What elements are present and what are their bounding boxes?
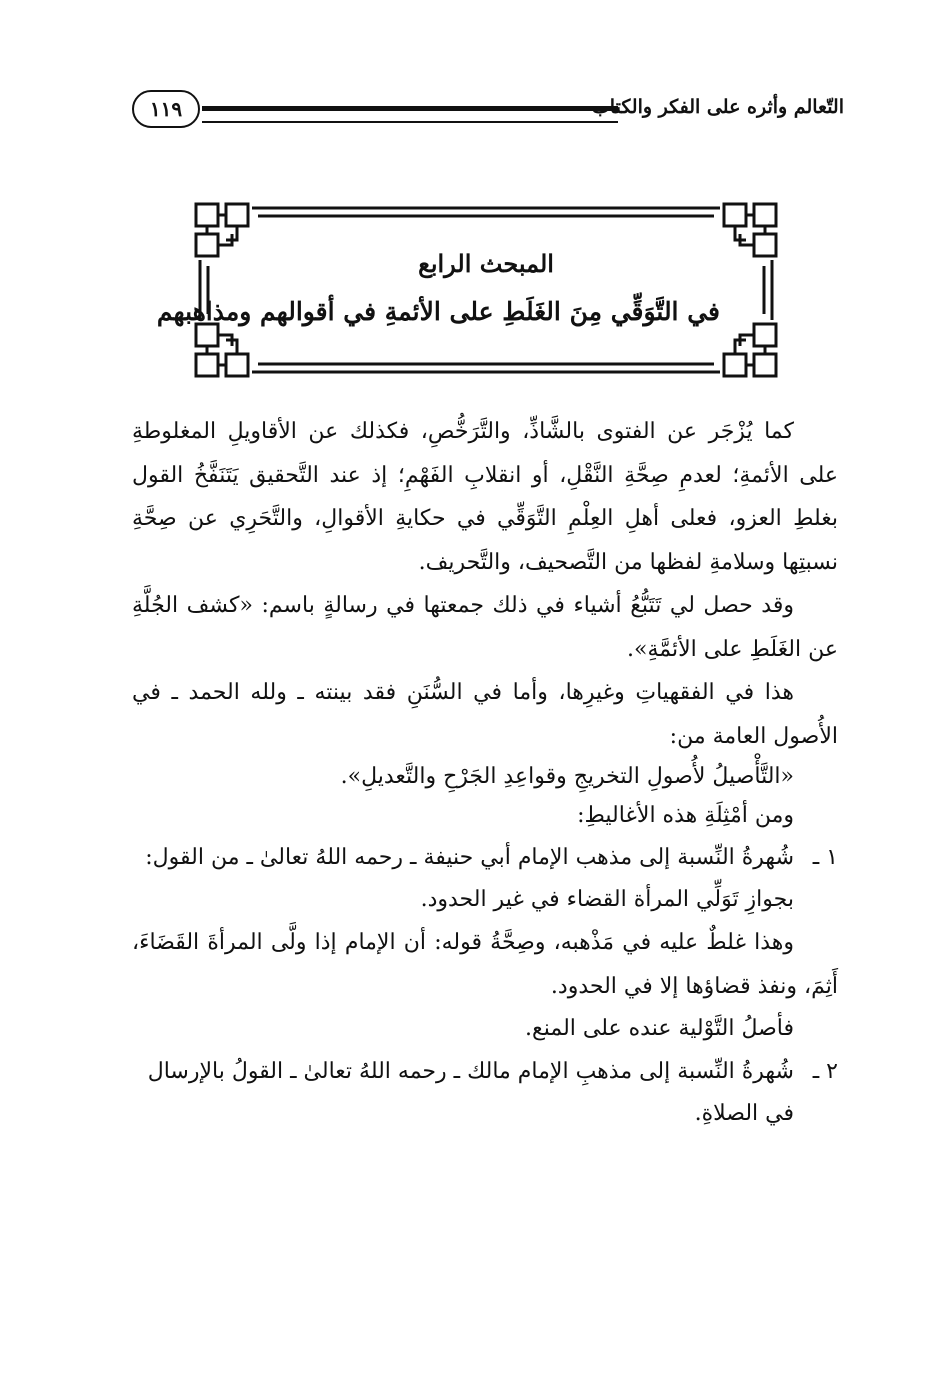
section-subtitle: في التَّوَقِّي مِنَ الغَلَطِ على الأئمةِ في أقوالهم ومذاهبهم — [156, 297, 720, 326]
section-label: المبحث الرابع — [418, 249, 554, 278]
book-title-quote: «التَّأْصيلُ لأُصولِ التخريجِ وقواعِدِ الجَرْحِ والتَّعديلِ». — [340, 764, 794, 789]
running-header-title: التّعالم وأثره على الفكر والكتاب — [591, 96, 844, 118]
chapter-title-frame — [156, 200, 780, 380]
list-item-continuation: بجوازِ تَوَلِّي المرأة القضاء في غير الحدود. — [420, 887, 794, 912]
paragraph: وقد حصل لي تَتَبُّعُ أشياء في ذلك جمعتها في رسالةٍ باسم: «كشف الجُلَّةِ عن الغَلَطِ على الأئمَّةِ». — [132, 593, 838, 662]
running-header — [132, 88, 844, 132]
paragraph: هذا في الفقهياتِ وغيرِها، وأما في السُّنَنِ فقد بينته ـ ولله الحمد ـ في الأُصول العامة من: — [132, 680, 838, 749]
paragraph: فأصلُ التَّوْلية عنده على المنع. — [525, 1016, 794, 1041]
list-item — [132, 1050, 838, 1093]
list-number: ١ ـ — [812, 845, 838, 870]
body-text — [132, 410, 838, 1135]
chapter-title — [156, 244, 720, 334]
list-item-text: شُهرةُ النِّسبة إلى مذهب الإمام أبي حنيفة ـ رحمه اللهُ تعالىٰ ـ من القول: — [145, 845, 794, 870]
list-item — [132, 836, 838, 879]
paragraph: كما يُزْجَر عن الفتوى بالشَّاذِّ، والتَّرَخُّصِ، فكذلك عن الأقاويلِ المغلوطةِ على الأئمةِ؛ لعدمِ صِحَّةِ النَّقْلِ، أو انقلابِ الفَهْمِ؛ إذ عند التَّحقيق يَتَنَفَّخُ القول بغلطِ العزو، فعلى أهلِ العِلْمِ التَّوَقِّي في حكايةِ الأقوالِ، والتَّحَرِي عن صِحَّةِ نسبتِها وسلامةِ لفظها من التَّصحيف، والتَّحريف. — [132, 419, 838, 575]
page-number: ١١٩ — [132, 90, 200, 128]
examples-intro: ومن أمْثِلَةِ هذه الأغاليطِ: — [577, 803, 794, 828]
list-item-continuation: في الصلاةِ. — [694, 1101, 794, 1126]
list-number: ٢ ـ — [812, 1059, 838, 1084]
list-item-text: شُهرةُ النِّسبة إلى مذهبِ الإمام مالك ـ رحمه اللهُ تعالىٰ ـ القولُ بالإرسال — [147, 1059, 794, 1084]
header-rule — [202, 106, 618, 123]
paragraph: وهذا غلطٌ عليه في مَذْهبه، وصِحَّةُ قوله: أن الإمام إذا ولَّى المرأةَ القَضَاءَ، أَثِمَ، ونفذ قضاؤها إلا في الحدود. — [132, 930, 838, 999]
